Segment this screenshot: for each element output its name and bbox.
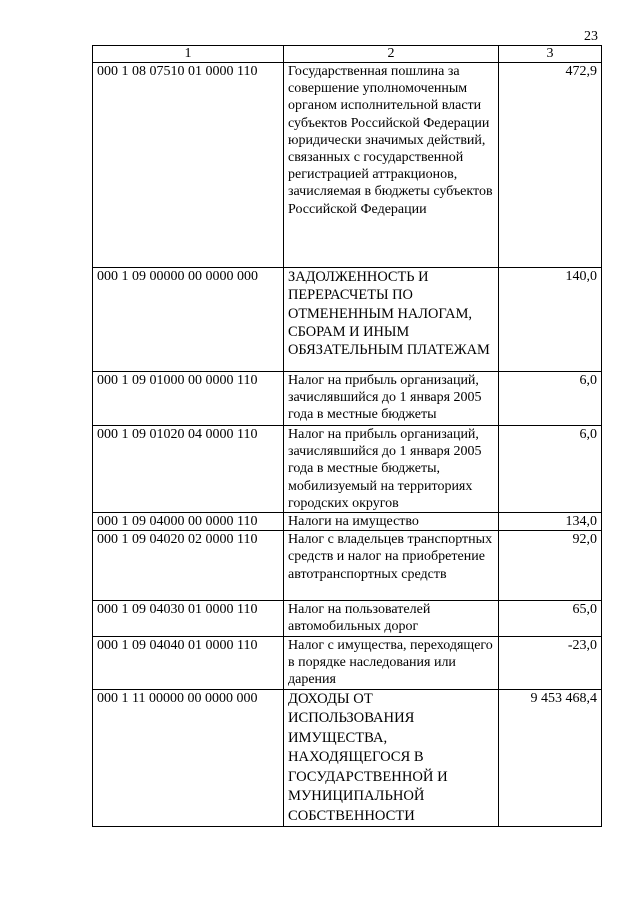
revenue-name: Налоги на имущество: [284, 513, 499, 531]
budget-code: 000 1 08 07510 01 0000 110: [93, 63, 284, 268]
table-row: [93, 63, 602, 268]
revenue-name: Государственная пошлина за совершение уполномоченным органом исполнительной власти субъектов Российской Федерации юридически значимых действий, связанных с государственной регистрацией аттракционов, зачисляемая в бюджеты субъектов Российской Федерации: [284, 63, 499, 268]
table-row: [93, 426, 602, 513]
revenue-amount: 65,0: [499, 601, 602, 636]
table-row: [93, 689, 602, 827]
revenue-amount: 472,9: [499, 63, 602, 268]
budget-code: 000 1 09 01000 00 0000 110: [93, 372, 284, 426]
budget-code: 000 1 11 00000 00 0000 000: [93, 689, 284, 827]
revenue-amount: 6,0: [499, 372, 602, 426]
budget-code: 000 1 09 04040 01 0000 110: [93, 636, 284, 689]
table-row: [93, 268, 602, 372]
revenue-name: Налог с имущества, переходящего в порядке наследования или дарения: [284, 636, 499, 689]
revenue-name: Налог на пользователей автомобильных дорог: [284, 601, 499, 636]
column-header-code: 1: [93, 46, 284, 63]
budget-code: 000 1 09 04020 02 0000 110: [93, 531, 284, 601]
revenue-name: Налог на прибыль организаций, зачислявшийся до 1 января 2005 года в местные бюджеты: [284, 372, 499, 426]
table-header-row: [93, 46, 602, 63]
budget-code: 000 1 09 04000 00 0000 110: [93, 513, 284, 531]
revenue-amount: 92,0: [499, 531, 602, 601]
revenue-name: Налог с владельцев транспортных средств и налог на приобретение автотранспортных средств: [284, 531, 499, 601]
revenue-name: Налог на прибыль организаций, зачислявшийся до 1 января 2005 года в местные бюджеты, мобилизуемый на территориях городских округов: [284, 426, 499, 513]
table-row: [93, 636, 602, 689]
page-number: 23: [584, 29, 598, 44]
revenue-amount: 9 453 468,4: [499, 689, 602, 827]
table-row: [93, 513, 602, 531]
budget-code: 000 1 09 04030 01 0000 110: [93, 601, 284, 636]
budget-revenue-table: [92, 45, 602, 827]
table-row: [93, 372, 602, 426]
revenue-name: ДОХОДЫ ОТ ИСПОЛЬЗОВАНИЯ ИМУЩЕСТВА, НАХОДЯЩЕГОСЯ В ГОСУДАРСТВЕННОЙ И МУНИЦИПАЛЬНОЙ СОБСТВЕННОСТИ: [284, 689, 499, 827]
revenue-amount: -23,0: [499, 636, 602, 689]
revenue-amount: 6,0: [499, 426, 602, 513]
revenue-name: ЗАДОЛЖЕННОСТЬ И ПЕРЕРАСЧЕТЫ ПО ОТМЕНЕННЫМ НАЛОГАМ, СБОРАМ И ИНЫМ ОБЯЗАТЕЛЬНЫМ ПЛАТЕЖАМ: [284, 268, 499, 372]
table-row: [93, 601, 602, 636]
column-header-name: 2: [284, 46, 499, 63]
budget-code: 000 1 09 00000 00 0000 000: [93, 268, 284, 372]
revenue-amount: 134,0: [499, 513, 602, 531]
budget-code: 000 1 09 01020 04 0000 110: [93, 426, 284, 513]
table-row: [93, 531, 602, 601]
revenue-amount: 140,0: [499, 268, 602, 372]
column-header-amount: 3: [499, 46, 602, 63]
